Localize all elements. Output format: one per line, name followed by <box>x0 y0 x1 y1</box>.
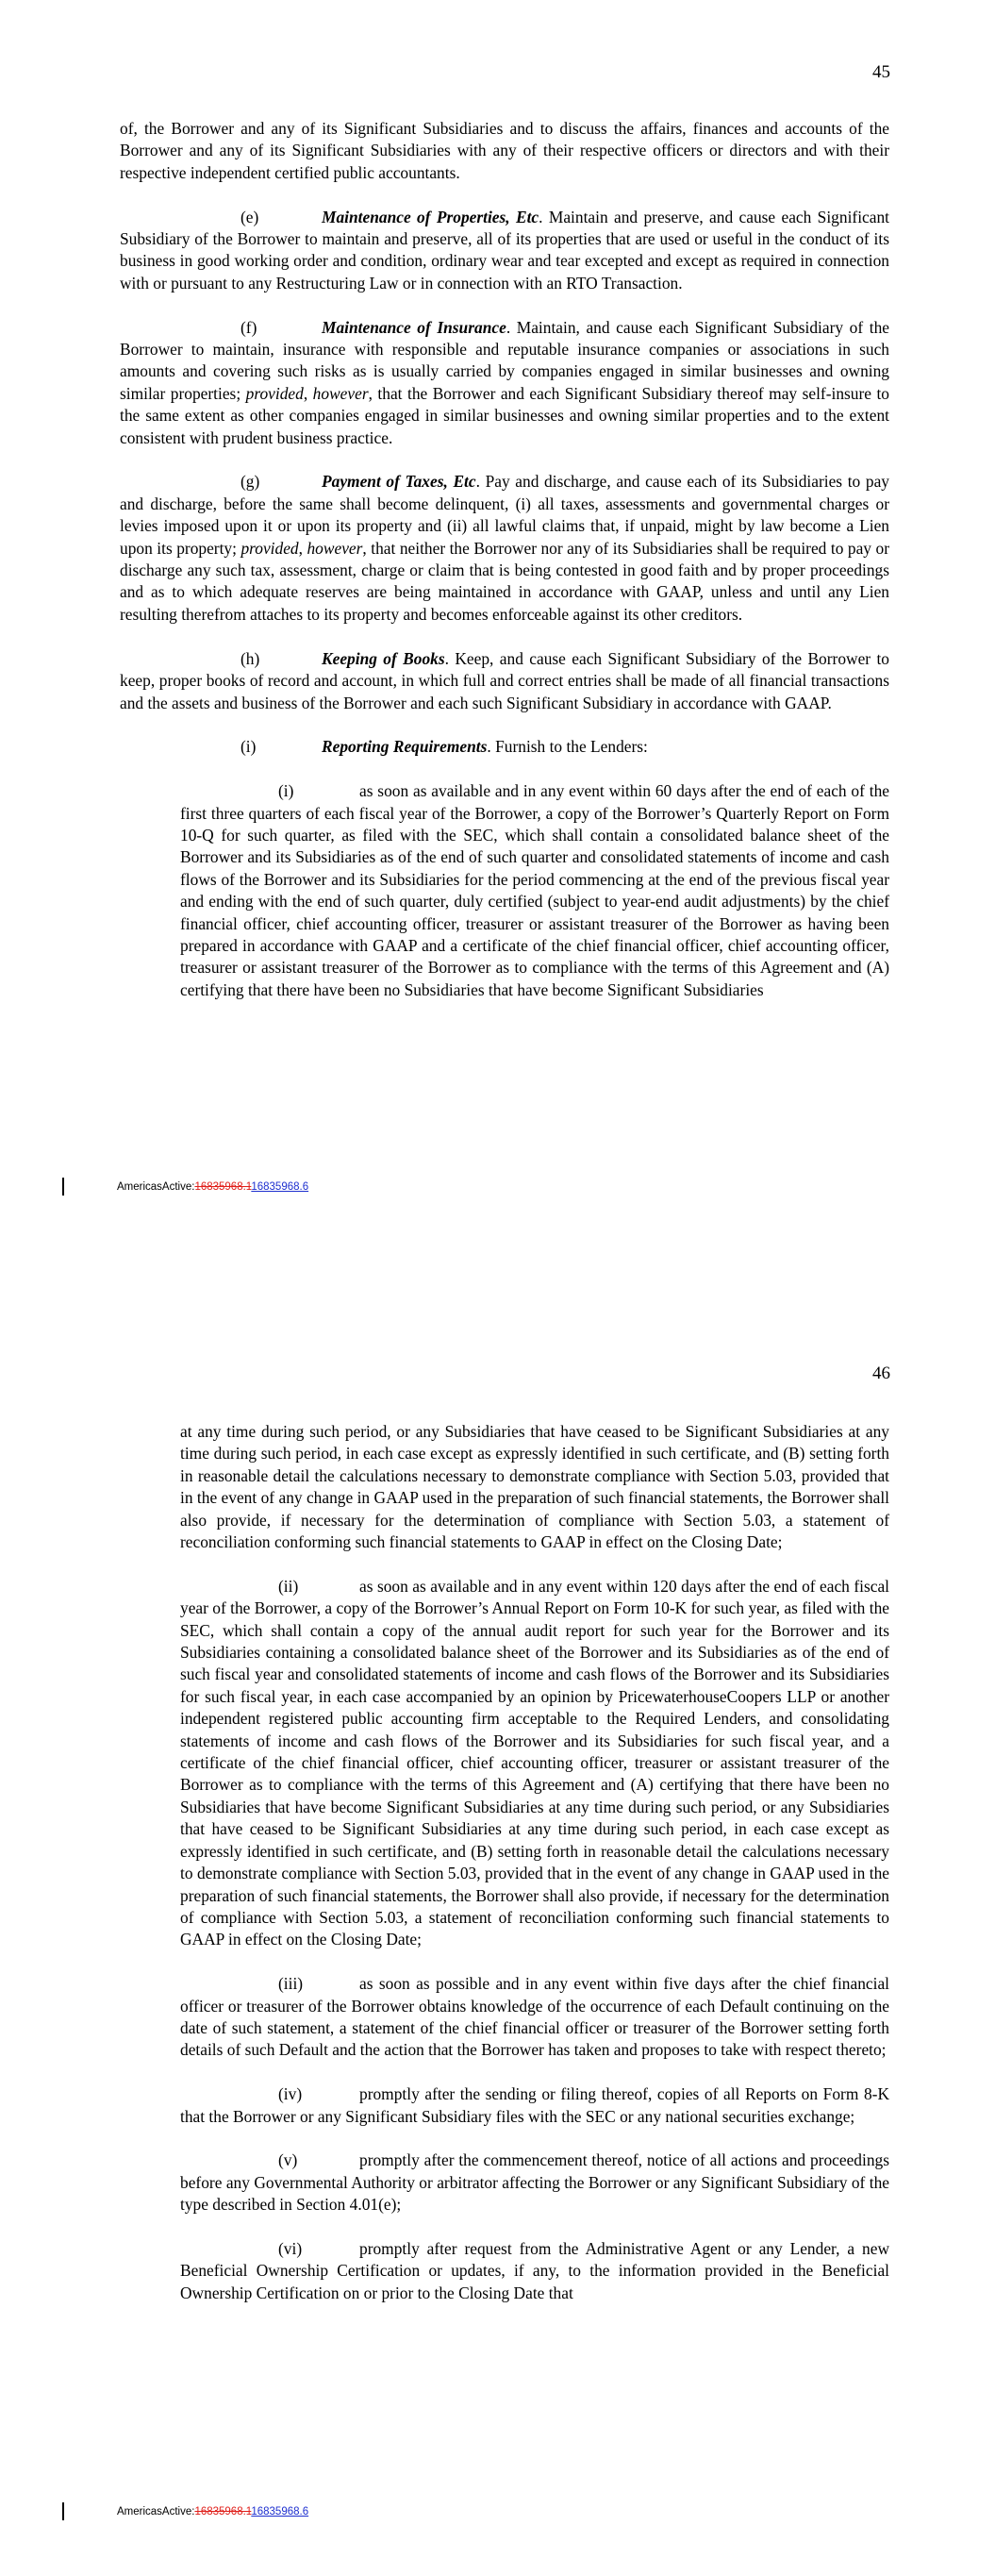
subsection-label: (iv) <box>278 2084 303 2104</box>
subsection-vi-paragraph <box>180 2238 889 2304</box>
continuation-paragraph: of, the Borrower and any of its Significant Subsidiaries and to discuss the affairs, finances and accounts of the Borrower and any of its Significant Subsidiaries with any of their respective officers or directors and with their respective independent certified public accountants. <box>120 119 889 182</box>
section-text: . Maintain, and cause each Significant Subsidiary of the Borrower to maintain, insurance with responsible and reputable insurance companies or associations in such amounts and covering such risks as is usually carried by companies engaged in similar businesses and owning similar properties; <box>120 317 889 403</box>
footer-deleted-number: 16835968.1 <box>194 1181 252 1193</box>
section-text: . Keep, and cause each Significant Subsidiary of the Borrower to keep, proper books of record and account, in which full and correct entries shall be made of all financial transactions and the assets and business of the Borrower and each such Significant Subsidiary in accordance with GAAP. <box>120 648 889 712</box>
footer-inserted-number: 16835968.6 <box>251 2506 309 2517</box>
section-text: . Furnish to the Lenders: <box>487 737 648 757</box>
section-i-paragraph <box>120 736 889 758</box>
provided-term: provided <box>240 538 299 558</box>
section-label: (f) <box>240 317 257 337</box>
section-label: (g) <box>240 472 260 492</box>
section-label: (h) <box>240 648 260 668</box>
section-heading: Maintenance of Insurance <box>322 317 506 337</box>
subsection-text: promptly after the commencement thereof, notice of all actions and proceedings before any Governmental Authority or arbitrator affecting the Borrower or any Significant Subsidiary of the type described in Section 4.01(e); <box>180 2150 889 2215</box>
subsection-ii-paragraph <box>180 1576 889 1951</box>
section-heading: Payment of Taxes, Etc <box>322 472 476 492</box>
section-text-continued: , that neither the Borrower nor any of its Subsidiaries shall be required to pay or discharge any such tax, assessment, charge or claim that is being contested in good faith and by proper proceedings and as to which adequate reserves are being maintained in accordance with GAAP, unless and until any Lien resulting therefrom attaches to its property and becomes enforceable against its other creditors. <box>120 538 889 624</box>
comma: , <box>298 538 307 558</box>
section-heading: Keeping of Books <box>322 648 445 668</box>
subsection-v-paragraph <box>180 2149 889 2216</box>
footer-deleted-number: 16835968.1 <box>194 2506 252 2517</box>
page-number: 46 <box>872 1363 890 1383</box>
footer-prefix: AmericasActive: <box>117 1181 195 1193</box>
section-heading: Maintenance of Properties, Etc <box>322 207 539 226</box>
comma: , <box>303 383 313 403</box>
subsection-text: as soon as possible and in any event within five days after the chief financial officer or treasurer of the Borrower obtains knowledge of the occurrence of each Default continuing on the date of such statement, a statement of the chief financial officer or treasurer of the Borrower setting forth details of such Default and the action that the Borrower has taken and proposes to take with respect thereto; <box>180 1974 889 2060</box>
section-text: . Maintain and preserve, and cause each Significant Subsidiary of the Borrower to maintain and preserve, all of its properties that are used or useful in the conduct of its business in good working order and condition, ordinary wear and tear excepted and except as required in connection with or pursuant to any Restructuring Law or in connection with an RTO Transaction. <box>120 207 889 293</box>
page-46 <box>0 1288 995 2576</box>
document-footer <box>117 1181 308 1193</box>
section-f-paragraph <box>120 317 889 449</box>
section-label: (e) <box>240 207 259 226</box>
subsection-label: (vi) <box>278 2238 303 2258</box>
footer-prefix: AmericasActive: <box>117 2506 195 2517</box>
section-g-paragraph <box>120 471 889 626</box>
subsection-label: (iii) <box>278 1974 304 1994</box>
subsection-text: as soon as available and in any event within 120 days after the end of each fiscal year of the Borrower, a copy of the Borrower’s Annual Report on Form 10-K for such year, as filed with the SEC, which shall contain a copy of the annual audit report for such year for the Borrower and its Subsidiaries containing a consolidated balance sheet of the Borrower and its Subsidiaries as of the end of such fiscal year and consolidated statements of income and cash flows of the Borrower and its Subsidiaries for such fiscal year, in each case accompanied by an opinion by PricewaterhouseCoopers LLP or another independent registered public accounting firm acceptable to the Required Lenders, and consolidating statements of income and cash flows of the Borrower and its Subsidiaries for such fiscal year, and a certificate of the chief financial officer, chief accounting officer, treasurer or assistant treasurer of the Borrower as to compliance with the terms of this Agreement and (A) certifying that there have been no Subsidiaries that have become Significant Subsidiaries at any time during such period, or any Subsidiaries that have ceased to be Significant Subsidiaries at any time during such period, in each case except as expressly identified in such certificate, and (B) setting forth in reasonable detail the calculations necessary to demonstrate compliance with Section 5.03, provided that in the event of any change in GAAP used in the preparation of such financial statements, the Borrower shall also provide, if necessary for the determination of compliance with Section 5.03, a statement of reconciliation conforming such financial statements to GAAP in effect on the Closing Date; <box>180 1576 889 1949</box>
subsection-label: (ii) <box>278 1576 299 1596</box>
subsection-iii-paragraph <box>180 1973 889 2062</box>
page-number: 45 <box>872 62 890 82</box>
subsection-text: promptly after request from the Administrative Agent or any Lender, a new Beneficial Ownership Certification or updates, if any, to the information provided in the Beneficial Ownership Certification on or prior to the Closing Date that <box>180 2238 889 2302</box>
subsection-text: promptly after the sending or filing thereof, copies of all Reports on Form 8-K that the Borrower or any Significant Subsidiary files with the SEC or any national securities exchange; <box>180 2084 889 2126</box>
section-e-paragraph <box>120 207 889 295</box>
page-body <box>120 118 889 1024</box>
change-bar <box>62 1178 64 1196</box>
subsection-label: (i) <box>278 781 294 801</box>
subsection-text: as soon as available and in any event within 60 days after the end of each of the first three quarters of each fiscal year of the Borrower, a copy of the Borrower’s Quarterly Report on Form 10-Q for such quarter, as filed with the SEC, which shall contain a consolidated balance sheet of the Borrower and its Subsidiaries as of the end of such quarter and consolidated statements of income and cash flows of the Borrower and its Subsidiaries for the period commencing at the end of the previous fiscal year and ending with the end of such quarter, duly certified (subject to year-end audit adjustments) by the chief financial officer, chief accounting officer, treasurer or assistant treasurer of the Borrower as having been prepared in accordance with GAAP and a certificate of the chief financial officer, chief accounting officer, treasurer or assistant treasurer of the Borrower as to compliance with the terms of this Agreement and (A) certifying that there have been no Subsidiaries that have become Significant Subsidiaries <box>180 781 889 999</box>
document-footer <box>117 2506 308 2517</box>
however-term: however <box>312 383 369 403</box>
continuation-paragraph: at any time during such period, or any Subsidiaries that have ceased to be Significant Subsidiaries at any time during such period, in each case except as expressly identified in such certificate, and (B) setting forth in reasonable detail the calculations necessary to demonstrate compliance with Section 5.03, provided that in the event of any change in GAAP used in the preparation of such financial statements, the Borrower shall also provide, if necessary for the determination of compliance with Section 5.03, a statement of reconciliation conforming such financial statements to GAAP in effect on the Closing Date; <box>180 1422 889 1552</box>
section-h-paragraph <box>120 648 889 714</box>
section-heading: Reporting Requirements <box>322 737 488 757</box>
provided-term: provided <box>245 383 304 403</box>
however-term: however <box>307 538 363 558</box>
subsection-iv-paragraph <box>180 2083 889 2128</box>
subsection-i-paragraph <box>180 780 889 1001</box>
change-bar <box>62 2502 64 2520</box>
section-text-continued: , that the Borrower and each Significant Subsidiary thereof may self-insure to the same extent as other companies engaged in similar businesses and owning similar properties and to the extent consistent with prudent business practice. <box>120 383 889 447</box>
section-label: (i) <box>240 737 257 757</box>
section-text: . Pay and discharge, and cause each of its Subsidiaries to pay and discharge, before the same shall become delinquent, (i) all taxes, assessments and governmental charges or levies imposed upon it or upon its property and (ii) all lawful claims that, if unpaid, might by law become a Lien upon its property; <box>120 472 889 558</box>
footer-inserted-number: 16835968.6 <box>251 1181 309 1193</box>
subsection-label: (v) <box>278 2150 298 2170</box>
page-body <box>180 1421 889 2327</box>
